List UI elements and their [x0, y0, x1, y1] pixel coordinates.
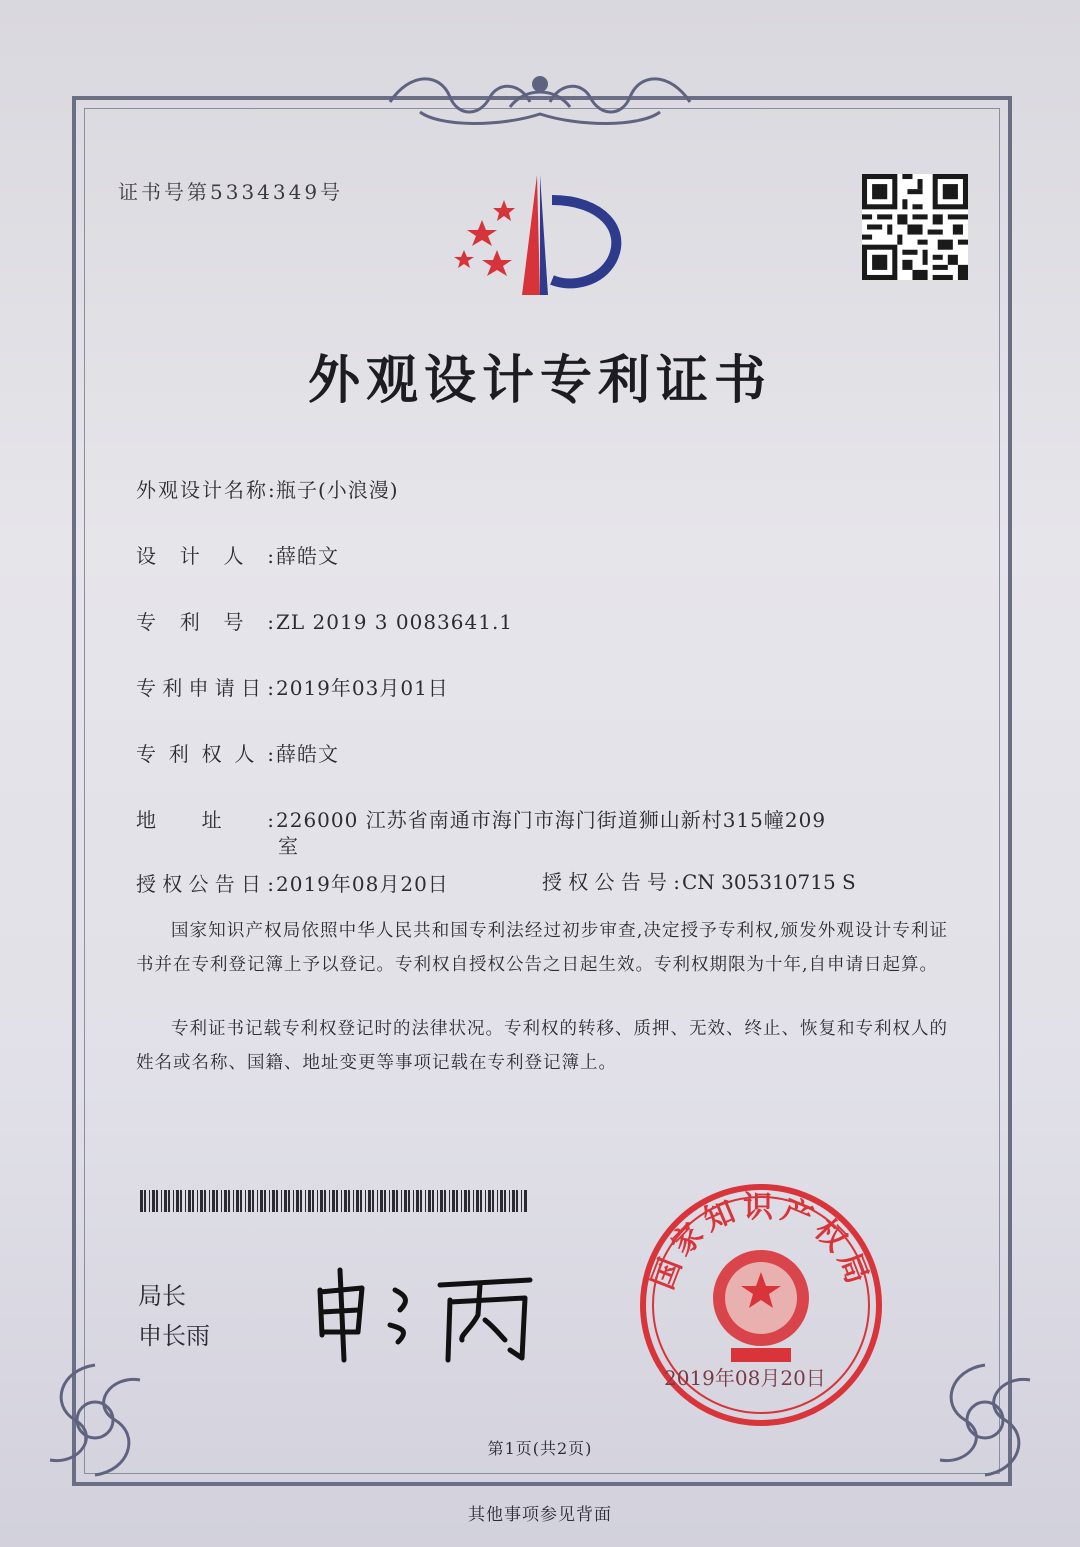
patent-no-field [136, 606, 513, 635]
grant-no-value: CN 305310715 S [682, 870, 856, 894]
designer-label: 设计人: [136, 544, 276, 568]
patentee-value: 薛皓文 [276, 742, 339, 766]
patent-no-label: 专利号: [136, 610, 276, 634]
design-name-field [136, 474, 399, 503]
official-seal-icon [636, 1180, 886, 1430]
patentee-field [136, 738, 339, 767]
qr-code-icon [862, 174, 968, 280]
designer-value: 薛皓文 [276, 544, 339, 568]
director-title: 局长 [138, 1282, 186, 1310]
application-date-value: 2019年03月01日 [276, 676, 449, 700]
patentee-label: 专利权人: [136, 742, 276, 766]
seal-date: 2019年08月20日 [664, 1366, 826, 1390]
grant-date-label: 授权公告日: [136, 872, 276, 896]
grant-date-field [136, 868, 449, 897]
designer-field [136, 540, 339, 569]
grant-no-label: 授权公告号: [542, 870, 682, 894]
corner-ornament-icon [910, 1345, 1060, 1495]
patent-emblem-icon [452, 170, 632, 300]
design-name-value: 瓶子(小浪漫) [276, 478, 399, 502]
grant-date-value: 2019年08月20日 [276, 872, 449, 896]
address-value-line2: 室 [278, 834, 298, 858]
design-name-label: 外观设计名称: [136, 478, 277, 502]
barcode-icon [140, 1190, 530, 1212]
grant-no-field [542, 866, 856, 895]
application-date-field [136, 672, 449, 701]
footer-note: 其他事项参见背面 [468, 1505, 612, 1525]
address-field [136, 804, 826, 833]
address-value-line1: 226000 江苏省南通市海门市海门街道狮山新村315幢209 [276, 808, 827, 832]
application-date-label: 专利申请日: [136, 676, 276, 700]
signature-icon [300, 1240, 560, 1370]
patent-no-value: ZL 2019 3 0083641.1 [276, 610, 514, 634]
director-name: 申长雨 [138, 1322, 210, 1350]
paragraph-2: 专利证书记载专利权登记时的法律状况。专利权的转移、质押、无效、终止、恢复和专利权人的姓名或名称、国籍、地址变更等事项记载在专利登记簿上。 [136, 1019, 948, 1073]
top-ornament-icon [380, 62, 700, 132]
seal-text: 国家知识产权局 [645, 1189, 877, 1295]
corner-ornament-icon [20, 1345, 170, 1495]
certificate-title: 外观设计专利证书 [307, 350, 772, 411]
certificate-number: 证书号第5334349号 [118, 180, 344, 204]
paragraph-1: 国家知识产权局依照中华人民共和国专利法经过初步审查,决定授予专利权,颁发外观设计专利证书并在专利登记簿上予以登记。专利权自授权公告之日起生效。专利权期限为十年,自申请日起算。 [136, 921, 948, 975]
address-label: 地址: [136, 808, 276, 832]
page-number: 第1页(共2页) [487, 1439, 593, 1458]
